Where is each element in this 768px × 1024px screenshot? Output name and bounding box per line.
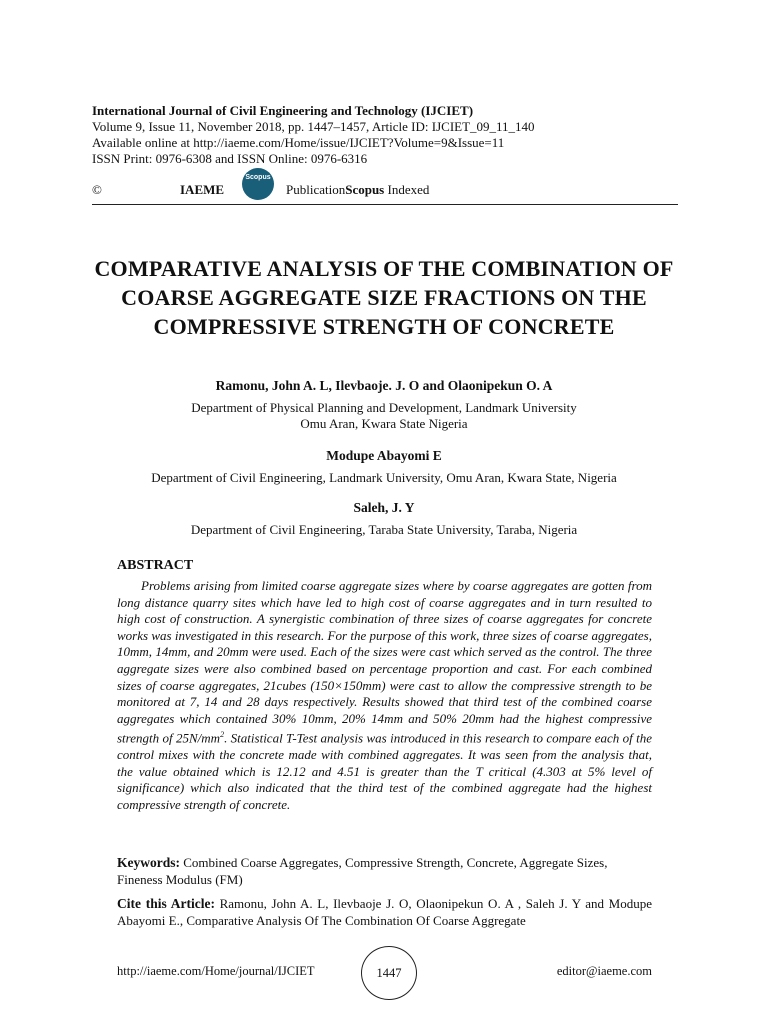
author-names: Ramonu, John A. L, Ilevbaoje. J. O and Olaonipekun O. A [215, 378, 553, 393]
abstract-text [117, 578, 652, 814]
header-divider [92, 204, 678, 205]
indexed-label: Indexed [384, 182, 430, 197]
cite-text: Ramonu, John A. L, Ilevbaoje J. O, Olaonipekun O. A , Saleh J. Y and Modupe Abayomi E., Comparative Analysis Of The Combination Of Coarse Aggregate [117, 896, 653, 928]
affiliation: Department of Civil Engineering, Taraba State University, Taraba, Nigeria [190, 522, 578, 537]
volume-info: Volume 9, Issue 11, November 2018, pp. 1447–1457, Article ID: IJCIET_09_11_140 [92, 119, 535, 134]
footer-url[interactable]: http://iaeme.com/Home/journal/IJCIET [117, 964, 315, 978]
affiliation: Department of Physical Planning and Development, Landmark University [191, 400, 577, 415]
journal-name: International Journal of Civil Engineering and Technology (IJCIET) [92, 103, 474, 118]
keywords-label: Keywords: [117, 855, 180, 870]
cite-label: Cite this Article: [117, 896, 215, 911]
author-block-1 [40, 378, 728, 432]
affiliation: Department of Civil Engineering, Landmark University, Omu Aran, Kwara State, Nigeria [151, 470, 617, 485]
abstract-heading: ABSTRACT [117, 558, 194, 573]
author-block-3 [40, 500, 728, 538]
journal-header [92, 103, 692, 167]
page-footer [0, 946, 768, 1000]
online-url[interactable]: Available online at http://iaeme.com/Home/issue/IJCIET?Volume=9&Issue=11 [92, 135, 505, 150]
abstract-superscript: 2 [220, 730, 225, 740]
publisher-name: IAEME [180, 182, 225, 197]
author-names: Modupe Abayomi E [326, 448, 442, 463]
publication-indexed [286, 182, 429, 198]
keywords-text: Combined Coarse Aggregates, Compressive Strength, Concrete, Aggregate Sizes, Fineness Modulus (FM) [117, 855, 608, 887]
abstract-section [117, 558, 652, 814]
page-number: 1447 [361, 946, 417, 1000]
abstract-text-part1: Problems arising from limited coarse aggregate sizes where by coarse aggregates are gotten from long distance quarry sites which have led to high cost of coarse aggregates and in turn resulted to high cost of construction. A synergistic combination of three sizes of coarse aggregates for concrete works was investigated in this research. For the purpose of this work, three sizes of coarse aggregates, 10mm, 14mm, and 20mm were used. Each of the sizes were cast which served as the control. The three aggregate sizes were also combined based on percentage proportion and cast. For each combined sizes of coarse aggregates, 21cubes (150×150mm) were cast to allow the compressive strength to be monitored at 7, 14 and 28 days respectively. Results showed that third test of the combined coarse aggregates which contained 30% 10mm, 20% 14mm and 50% 20mm had the highest compressive strength of 25N/mm [117, 578, 652, 746]
keywords [117, 855, 652, 888]
paper-title: COMPARATIVE ANALYSIS OF THE COMBINATION OF COARSE AGGREGATE SIZE FRACTIONS ON THE COMPRESSIVE STRENGTH OF CONCRETE [94, 256, 674, 339]
author-block-2 [40, 448, 728, 486]
copyright-symbol: © [92, 182, 102, 197]
footer-email[interactable]: editor@iaeme.com [556, 964, 652, 978]
publisher-row [92, 168, 678, 202]
author-names: Saleh, J. Y [353, 500, 415, 515]
publication-label: Publication [286, 182, 346, 197]
abstract-text-part2: . Statistical T-Test analysis was introduced in this research to compare each of the control mixes with the concrete made with combined aggregates. It was seen from the analysis that, the value obtained which is 12.12 and 4.51 is greater than the T critical (4.303 at 5% level of significance) which also indicated that the third test of the combined aggregate had the highest compressive strength of concrete. [117, 730, 652, 813]
issn-info: ISSN Print: 0976-6308 and ISSN Online: 0976-6316 [92, 151, 368, 166]
scopus-logo [242, 168, 274, 200]
scopus-logo-text: Scopus [245, 174, 271, 181]
citation [117, 895, 652, 929]
scopus-label: Scopus [345, 182, 385, 197]
affiliation-location: Omu Aran, Kwara State Nigeria [300, 416, 468, 431]
